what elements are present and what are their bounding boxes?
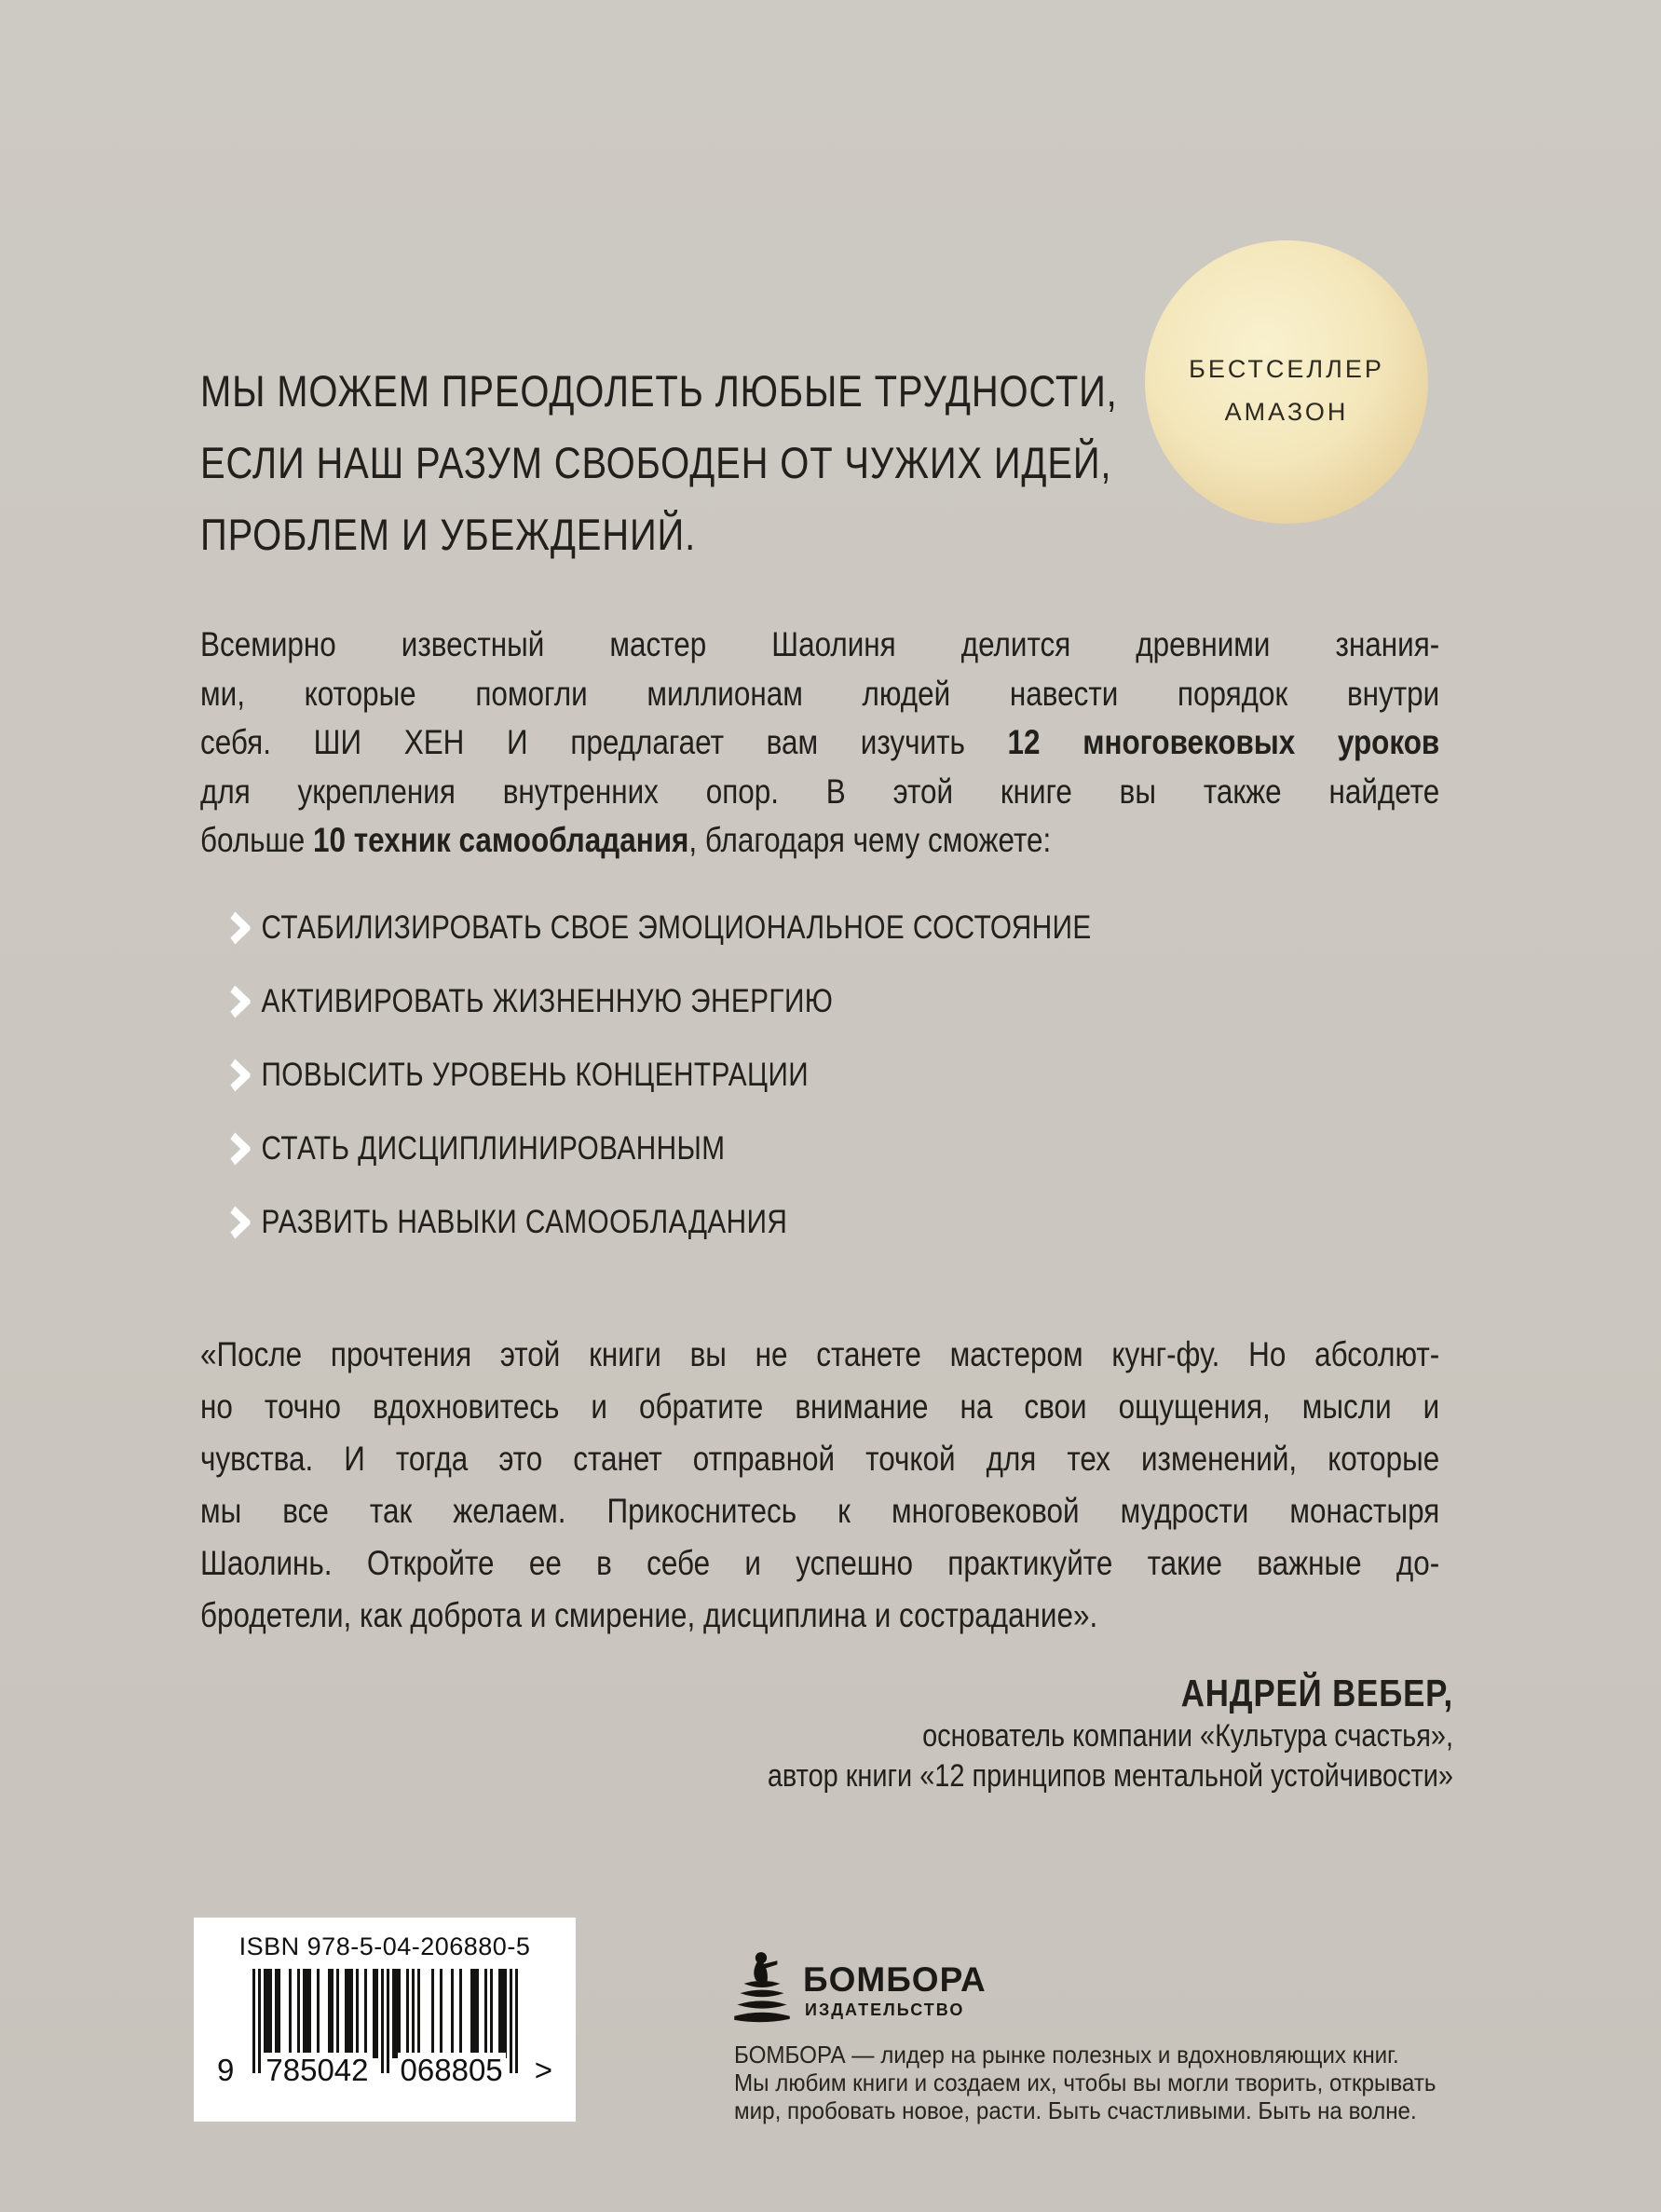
list-item: [200, 1185, 1092, 1259]
quote-line: Шаолинь. Откройте ее в себе и успешно практикуйте такие важные до-: [200, 1544, 1440, 1582]
quote-line: мы все так желаем. Прикоснитесь к многовековой мудрости монастыря: [200, 1492, 1440, 1530]
intro-bold-text: 12 многовековых уроков: [1007, 723, 1440, 761]
barcode-digits: [214, 2053, 555, 2088]
isbn-label: ISBN 978-5-04-206880-5: [238, 1932, 531, 1960]
list-item: [200, 891, 1092, 964]
isbn-barcode-box: [194, 1918, 576, 2122]
intro-line: для укрепления внутренних опор. В этой книге вы также найдете: [200, 771, 1440, 811]
bombora-logo-icon: [732, 1949, 792, 2024]
quote-paragraph: [200, 1329, 1439, 1642]
list-item-label: ПОВЫСИТЬ УРОВЕНЬ КОНЦЕНТРАЦИИ: [261, 1056, 810, 1093]
chevron-right-icon: [229, 1131, 250, 1167]
chevron-right-icon: [229, 910, 250, 946]
quote-line: чувства. И тогда это станет отправной точкой для тех изменений, которые: [200, 1440, 1440, 1478]
barcode-digit-group: >: [532, 2053, 555, 2088]
list-item: [200, 1038, 1092, 1112]
barcode-digit-group: 785042: [263, 2053, 371, 2088]
attribution-role-2: автор книги «12 принципов ментальной устойчивости»: [767, 1758, 1453, 1794]
headline-line: ЕСЛИ НАШ РАЗУМ СВОБОДЕН ОТ ЧУЖИХ ИДЕЙ,: [200, 438, 1112, 487]
intro-bold-text: 10 техник самообладания: [313, 821, 689, 859]
chevron-right-icon: [229, 1205, 250, 1240]
attribution: [503, 1670, 1453, 1796]
publisher-description: [734, 2041, 1436, 2124]
list-item-label: СТАТЬ ДИСЦИПЛИНИРОВАННЫМ: [261, 1129, 726, 1167]
intro-paragraph: [200, 621, 1439, 866]
headline-line: МЫ МОЖЕМ ПРЕОДОЛЕТЬ ЛЮБЫЕ ТРУДНОСТИ,: [200, 366, 1118, 416]
list-item: [200, 964, 1092, 1038]
intro-line: [200, 718, 1439, 768]
list-item-label: АКТИВИРОВАТЬ ЖИЗНЕННУЮ ЭНЕРГИЮ: [261, 982, 834, 1019]
attribution-name: АНДРЕЙ ВЕБЕР,: [1180, 1672, 1453, 1714]
quote-line: бродетели, как доброта и смирение, дисциплина и сострадание».: [200, 1596, 1098, 1634]
barcode-digit-group: 068805: [398, 2053, 506, 2088]
list-item-label: СТАБИЛИЗИРОВАТЬ СВОЕ ЭМОЦИОНАЛЬНОЕ СОСТОЯНИЕ: [261, 908, 1092, 946]
badge-line-2: АМАЗОН: [1224, 398, 1349, 426]
publisher-description-line: мир, пробовать новое, расти. Быть счастливыми. Быть на волне.: [734, 2096, 1417, 2124]
intro-line: [200, 816, 1439, 866]
badge-line-1: БЕСТСЕЛЛЕР: [1189, 355, 1384, 383]
attribution-role-1: основатель компании «Культура счастья»,: [922, 1718, 1453, 1754]
amazon-bestseller-badge: [1145, 240, 1428, 524]
headline: [200, 355, 1118, 570]
publisher-name: БОМБОРА: [803, 1960, 987, 1999]
publisher-subtitle: ИЗДАТЕЛЬСТВО: [805, 2000, 965, 2019]
intro-line: Всемирно известный мастер Шаолиня делится древними знания-: [200, 625, 1440, 663]
intro-text: , благодаря чему сможете:: [688, 821, 1052, 859]
quote-line: «После прочтения этой книги вы не станете мастером кунг-фу. Но абсолют-: [200, 1335, 1440, 1373]
quote-line: но точно вдохновитесь и обратите внимание на свои ощущения, мысли и: [200, 1387, 1440, 1426]
publisher-description-line: БОМБОРА — лидер на рынке полезных и вдохновляющих книг.: [734, 2041, 1399, 2069]
barcode-digit-group: 9: [214, 2053, 237, 2088]
benefits-list: [200, 891, 1092, 1259]
list-item: [200, 1112, 1092, 1185]
chevron-right-icon: [229, 984, 250, 1019]
headline-line: ПРОБЛЕМ И УБЕЖДЕНИЙ.: [200, 510, 697, 559]
intro-line: ми, которые помогли миллионам людей навести порядок внутри: [200, 674, 1440, 713]
publisher-description-line: Мы любим книги и создаем их, чтобы вы могли творить, открывать: [734, 2069, 1436, 2096]
intro-text: больше: [200, 821, 314, 859]
intro-text: себя. ШИ ХЕН И предлагает вам изучить: [200, 723, 1008, 761]
chevron-right-icon: [229, 1058, 250, 1093]
list-item-label: РАЗВИТЬ НАВЫКИ САМООБЛАДАНИЯ: [261, 1203, 788, 1240]
